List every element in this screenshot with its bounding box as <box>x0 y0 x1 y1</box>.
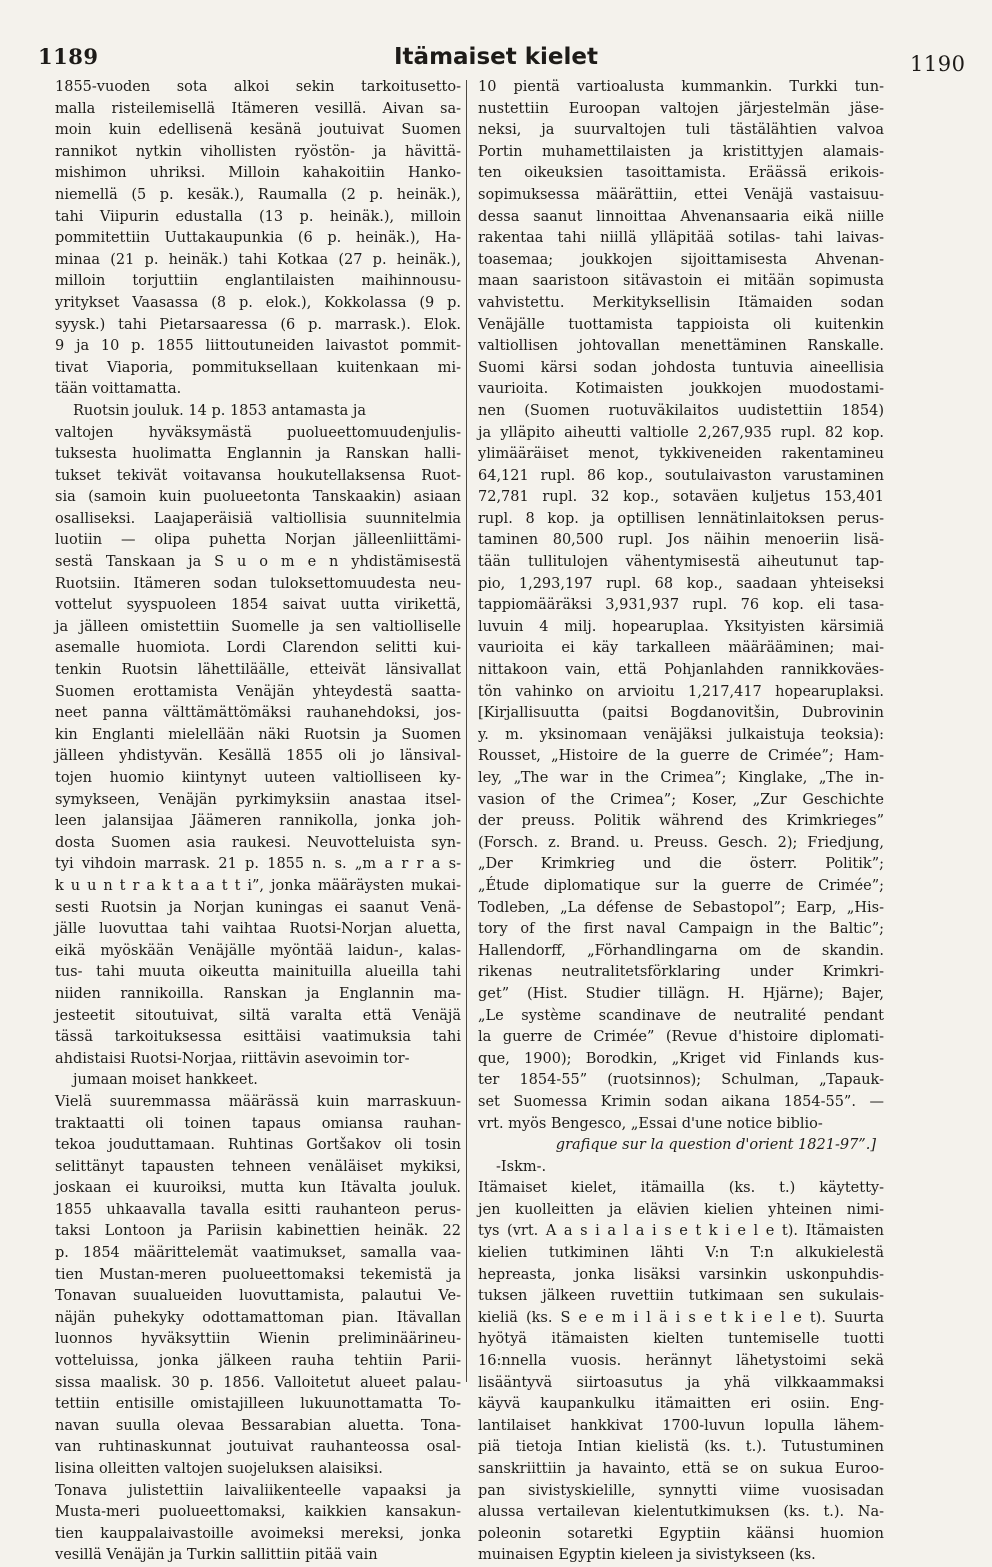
text-line: rakentaa tahi niillä ylläpitää sotilas- tahi laivas- <box>478 230 884 247</box>
text-line: symykseen, Venäjän pyrkimyksiin anastaa itsel- <box>55 791 461 808</box>
text-line: vaurioita. Kotimaisten joukkojen muodostami- <box>478 381 884 398</box>
text-line: luonnos hyväksyttiin Wienin preliminäärineu- <box>55 1331 461 1348</box>
text-line: tivat Viaporia, pommituksellaan kuitenkaan mi- <box>55 359 461 376</box>
text-line: tään tullitulojen vähentymisestä aiheutunut tap- <box>478 554 884 571</box>
text-line: p. 1854 määrittelemät vaatimukset, samalla vaa- <box>55 1245 461 1262</box>
text-line: sanskriittiin ja havainto, että se on sukua Euroo- <box>478 1461 884 1477</box>
text-line: tuksen jälkeen ruvettiin tutkimaan sen sukulais- <box>478 1288 884 1305</box>
text-line: sesti Ruotsin ja Norjan kuningas ei saanut Venä- <box>55 899 461 916</box>
text-line: vrt. myös Bengesco, „Essai d'une notice biblio- <box>478 1115 823 1132</box>
text-line: ylimääräiset menot, tykkiveneiden rakentamineu <box>478 446 884 463</box>
text-line: „Étude diplomatique sur la guerre de Crimée”; <box>478 877 884 894</box>
text-line: leen jalansijaa Jäämeren rannikolla, jonka joh- <box>55 813 461 830</box>
text-line: tenkin Ruotsin lähettiläälle, etteivät länsivallat <box>55 662 461 679</box>
text-line: niiden rannikoilla. Ranskan ja Englannin ma- <box>55 985 461 1002</box>
text-line: Portin muhamettilaisten ja kristittyjen alamais- <box>478 143 884 160</box>
text-line: muinaisen Egyptin kieleen ja sivistykseen (ks. <box>478 1547 816 1564</box>
text-line: 10 pientä vartioalusta kummankin. Turkki tun- <box>478 79 884 95</box>
text-line: tappiomääräksi 3,931,937 rupl. 76 kop. eli tasa- <box>478 597 884 614</box>
text-line: moin kuin edellisenä kesänä joutuivat Suomen <box>55 122 461 139</box>
text-line: Tonavan suualueiden luovuttamista, palautui Ve- <box>55 1288 461 1305</box>
text-line: Venäjälle tuottamista tappioista oli kuitenkin <box>478 316 884 333</box>
text-line: sia (samoin kuin puolueetonta Tanskaakin) asiaan <box>55 489 461 506</box>
text-line: jen kuolleitten ja elävien kielien yhteinen nimi- <box>478 1201 884 1218</box>
text-line: „Der Krimkrieg und die österr. Politik”; <box>478 856 884 873</box>
text-line: Vielä suuremmassa määrässä kuin marraskuun- <box>55 1093 461 1110</box>
left-column <box>55 77 461 1567</box>
text-line: 1855 uhkaavalla tavalla esitti rauhanteon perus- <box>55 1201 461 1218</box>
text-line: vasion of the Crimea”; Koser, „Zur Geschichte <box>478 791 884 808</box>
right-column <box>478 77 884 1567</box>
text-line: Suomi kärsi sodan johdosta tuntuvia aineellisia <box>478 359 884 376</box>
text-line: Ruotsiin. Itämeren sodan tuloksettomuudesta neu- <box>55 575 461 592</box>
text-line: vesillä Venäjän ja Turkin sallittiin pitää vain <box>55 1547 378 1564</box>
text-line: tien Mustan-meren puolueettomaksi tekemistä ja <box>55 1266 461 1283</box>
text-line: tus- tahi muuta oikeutta mainituilla alueilla tahi <box>55 964 461 981</box>
text-line: pan sivistyskielille, synnytti viime vuosisadan <box>478 1482 884 1499</box>
text-line: vottelut syyspuoleen 1854 saivat uutta virikettä, <box>55 597 461 614</box>
page-header <box>0 0 992 80</box>
text-line: nen (Suomen ruotuväkilaitos uudistettiin 1854) <box>478 402 884 419</box>
text-line: 64,121 rupl. 86 kop., soutulaivaston varustaminen <box>478 467 884 484</box>
text-line: ja ylläpito aiheutti valtiolle 2,267,935 rupl. 82 kop. <box>478 424 884 441</box>
text-line: nustettiin Euroopan valtojen järjestelmän jäse- <box>478 100 884 117</box>
text-line: valtiollisen johtovallan menettäminen Ranskalle. <box>478 338 884 355</box>
page-number-left: 1189 <box>38 44 99 69</box>
text-line: milloin torjuttiin englantilaisten maihinnousu- <box>55 273 461 290</box>
text-line: grafique sur la question d'orient 1821-97”.] <box>555 1137 876 1154</box>
text-line: hepreasta, jonka lisäksi varsinkin uskonpuhdis- <box>478 1266 884 1283</box>
text-line: nittakoon vain, että Pohjanlahden rannikkoväes- <box>478 662 884 679</box>
text-line: sissa maalisk. 30 p. 1856. Valloitetut alueet palau- <box>55 1374 461 1391</box>
text-line: taksi Lontoon ja Pariisin kabinettien heinäk. 22 <box>55 1223 461 1240</box>
text-line: Musta-meri puolueettomaksi, kaikkien kansakun- <box>55 1504 461 1521</box>
text-line: [Kirjallisuutta (paitsi Bogdanovitšin, Dubrovinin <box>478 705 884 722</box>
text-line: Hallendorff, „Förhandlingarna om de skandin. <box>478 942 884 959</box>
page-number-right: 1190 <box>910 52 966 76</box>
text-line: jesteetit sitoutuivat, siltä varalta että Venäjä <box>55 1007 461 1024</box>
text-line: pio, 1,293,197 rupl. 68 kop., saadaan yhteiseksi <box>478 575 884 592</box>
text-line: dosta Suomen asia raukesi. Neuvotteluista syn- <box>55 834 461 851</box>
text-line: toasemaa; joukkojen sijoittamisesta Ahvenan- <box>478 251 884 268</box>
text-line: eikä myöskään Venäjälle myöntää laidun-, kalas- <box>55 942 461 959</box>
text-line: tukset tekivät voitavansa houkutellaksensa Ruot- <box>55 467 461 484</box>
text-line: jumaan moiset hankkeet. <box>73 1072 258 1089</box>
text-line: tään voittamatta. <box>55 381 182 398</box>
text-line: näjän puhekyky odottamattoman pian. Itävallan <box>55 1309 461 1326</box>
text-line: osalliseksi. Laajaperäisiä valtiollisia suunnitelmia <box>55 510 461 527</box>
text-line: ten oikeuksien tasoittamista. Eräässä erikois- <box>478 165 884 182</box>
text-line: 72,781 rupl. 32 kop., sotaväen kuljetus 153,401 <box>478 489 884 506</box>
text-line: kin Englanti mielellään näki Ruotsin ja Suomen <box>55 726 461 743</box>
text-line: poleonin sotaretki Egyptiin käänsi huomion <box>478 1525 884 1542</box>
text-line: traktaatti oli toinen tapaus omiansa rauhan- <box>55 1115 461 1132</box>
text-line: luotiin — olipa puhetta Norjan jälleenliittämi- <box>55 532 461 549</box>
text-line: maan saaristoon sitävastoin ei mitään sopimusta <box>478 273 884 290</box>
text-line: ja jälleen omistettiin Suomelle ja sen valtiolliselle <box>55 618 461 635</box>
text-line: luvuin 4 milj. hopearuplaa. Yksityisten kärsimiä <box>478 618 884 635</box>
text-line: (Forsch. z. Brand. u. Preuss. Gesch. 2); Friedjung, <box>478 834 884 851</box>
text-line: ter 1854-55” (ruotsinnos); Schulman, „Tapauk- <box>478 1072 884 1089</box>
text-line: tojen huomio kiintynyt uuteen valtiolliseen ky- <box>55 770 461 786</box>
text-line: tuksesta huolimatta Englannin ja Ranskan halli- <box>55 446 461 463</box>
text-line: k u u n t r a k t a a t t i”, jonka määräysten mukai- <box>55 877 461 894</box>
text-line: jälle luovuttaa tahi vaihtaa Ruotsi-Norjan aluetta, <box>55 921 461 938</box>
text-line: ley, „The war in the Crimea”; Kinglake, „The in- <box>478 770 884 786</box>
text-line: Ruotsin jouluk. 14 p. 1853 antamasta ja <box>73 402 366 419</box>
text-line: la guerre de Crimée” (Revue d'histoire diplomati- <box>478 1029 884 1046</box>
text-line: minaa (21 p. heinäk.) tahi Kotkaa (27 p. heinäk.), <box>55 251 461 268</box>
text-line: syysk.) tahi Pietarsaaressa (6 p. marrask.). Elok. <box>55 316 461 333</box>
text-line: jälleen yhdistyvän. Kesällä 1855 oli jo länsival- <box>55 748 461 765</box>
text-line: yritykset Vaasassa (8 p. elok.), Kokkolassa (9 p. <box>55 294 461 311</box>
text-line: asemalle huomiota. Lordi Clarendon selitti kui- <box>55 640 461 657</box>
text-line: set Suomessa Krimin sodan aikana 1854-55”. — <box>478 1093 884 1110</box>
text-line: malla risteilemisellä Itämeren vesillä. Aivan sa- <box>55 100 461 117</box>
text-line: tön vahinko on arvioitu 1,217,417 hopearuplaksi. <box>478 683 884 700</box>
text-line: navan suulla olevaa Bessarabian aluetta. Tona- <box>55 1417 461 1434</box>
text-line: van ruhtinaskunnat joutuivat rauhanteossa osal- <box>55 1439 461 1456</box>
text-line: selittänyt tapausten tehneen venäläiset mykiksi, <box>55 1158 461 1175</box>
text-line: käyvä kaupankulku itämaitten eri osiin. Eng- <box>478 1396 884 1413</box>
text-line: alussa vertailevan kielentutkimuksen (ks. t.). Na- <box>478 1504 884 1521</box>
text-line: niemellä (5 p. kesäk.), Raumalla (2 p. heinäk.), <box>55 186 461 203</box>
text-line: y. m. yksinomaan venäjäksi julkaistuja teoksia): <box>478 726 884 743</box>
text-line: vaurioita ei käy tarkalleen määrääminen; mai- <box>478 640 884 657</box>
text-line: ahdistaisi Ruotsi-Norjaa, riittävin asevoimin tor- <box>55 1050 410 1067</box>
text-line: pommitettiin Uuttakaupunkia (6 p. heinäk.), Ha- <box>55 230 461 247</box>
text-line: Suomen erottamista Venäjän yhteydestä saatta- <box>55 683 461 700</box>
text-line: mishimon uhriksi. Milloin kahakoitiin Hanko- <box>55 165 461 182</box>
text-line: rikenas neutralitetsförklaring under Krimkri- <box>478 964 884 981</box>
text-line: -Iskm-. <box>496 1158 547 1175</box>
text-line: tahi Viipurin edustalla (13 p. heinäk.), milloin <box>55 208 461 225</box>
running-title: Itämaiset kielet <box>394 44 598 70</box>
text-line: „Le système scandinave de neutralité pendant <box>478 1007 884 1024</box>
text-line: lantilaiset hankkivat 1700-luvun lopulla lähem- <box>478 1417 884 1434</box>
text-line: tässä tarkoituksessa esittäisi vaatimuksia tahi <box>55 1029 461 1046</box>
text-line: neet panna välttämättömäksi rauhanehdoksi, jos- <box>55 705 461 722</box>
text-line: tien kauppalaivastoille avoimeksi mereksi, jonka <box>55 1525 461 1542</box>
text-line: piä tietoja Intian kielistä (ks. t.). Tutustuminen <box>478 1439 884 1456</box>
text-line: 1855-vuoden sota alkoi sekin tarkoitusetto- <box>55 79 461 95</box>
text-line: kielien tutkiminen lähti V:n T:n alkukielestä <box>478 1245 884 1262</box>
text-line: tekoa jouduttamaan. Ruhtinas Gortšakov oli tosin <box>55 1137 461 1154</box>
text-line: tys (vrt. A a s i a l a i s e t k i e l e t). Itämaisten <box>478 1223 884 1240</box>
text-line: rannikot nytkin vihollisten ryöstön- ja hävittä- <box>55 143 461 160</box>
text-line: kieliä (ks. S e e m i l ä i s e t k i e l e t). Suurta <box>478 1309 884 1326</box>
text-line: que, 1900); Borodkin, „Kriget vid Finlands kus- <box>478 1050 884 1067</box>
text-line: Rousset, „Histoire de la guerre de Crimée”; Ham- <box>478 748 884 765</box>
text-line: get” (Hist. Studier tillägn. H. Hjärne); Bajer, <box>478 985 884 1002</box>
text-line: vahvistettu. Merkityksellisin Itämaiden sodan <box>478 294 884 311</box>
text-line: tettiin entisille omistajilleen lukuunottamatta To- <box>55 1396 461 1413</box>
text-line: Tonava julistettiin laivaliikenteelle vapaaksi ja <box>55 1482 461 1499</box>
text-line: hyötyä itämaisten kielten tuntemiselle tuotti <box>478 1331 884 1348</box>
text-line: valtojen hyväksymästä puolueettomuudenjulis- <box>55 424 461 441</box>
text-line: votteluissa, jonka jälkeen rauha tehtiin Parii- <box>55 1353 461 1370</box>
text-line: 16:nnella vuosis. herännyt lähetystoimi sekä <box>478 1353 884 1370</box>
column-divider <box>466 80 467 1382</box>
text-line: sestä Tanskaan ja S u o m e n yhdistämisestä <box>55 554 461 571</box>
text-line: tyi vihdoin marrask. 21 p. 1855 n. s. „m a r r a s- <box>55 856 461 873</box>
text-line: neksi, ja suurvaltojen tuli tästälähtien valvoa <box>478 122 884 139</box>
text-line: dessa saanut linnoittaa Ahvenansaaria eikä niille <box>478 208 884 225</box>
text-line: Todleben, „La défense de Sebastopol”; Earp, „His- <box>478 899 884 916</box>
text-line: tory of the first naval Campaign in the Baltic”; <box>478 921 884 938</box>
text-line: der preuss. Politik während des Krimkrieges” <box>478 813 884 830</box>
text-line: rupl. 8 kop. ja optillisen lennätinlaitoksen perus- <box>478 510 884 527</box>
text-line: lisina olleitten valtojen suojeluksen alaisiksi. <box>55 1461 383 1477</box>
text-line: 9 ja 10 p. 1855 liittoutuneiden laivastot pommit- <box>55 338 461 355</box>
text-line: joskaan ei kuuroiksi, mutta kun Itävalta jouluk. <box>55 1180 461 1197</box>
text-line: sopimuksessa määrättiin, ettei Venäjä vastaisuu- <box>478 186 884 203</box>
text-line: Itämaiset kielet, itämailla (ks. t.) käytetty- <box>478 1180 884 1197</box>
text-line: lisääntyvä siirtoasutus ja yhä vilkkaammaksi <box>478 1374 884 1391</box>
text-line: taminen 80,500 rupl. Jos näihin menoeriin lisä- <box>478 532 884 549</box>
